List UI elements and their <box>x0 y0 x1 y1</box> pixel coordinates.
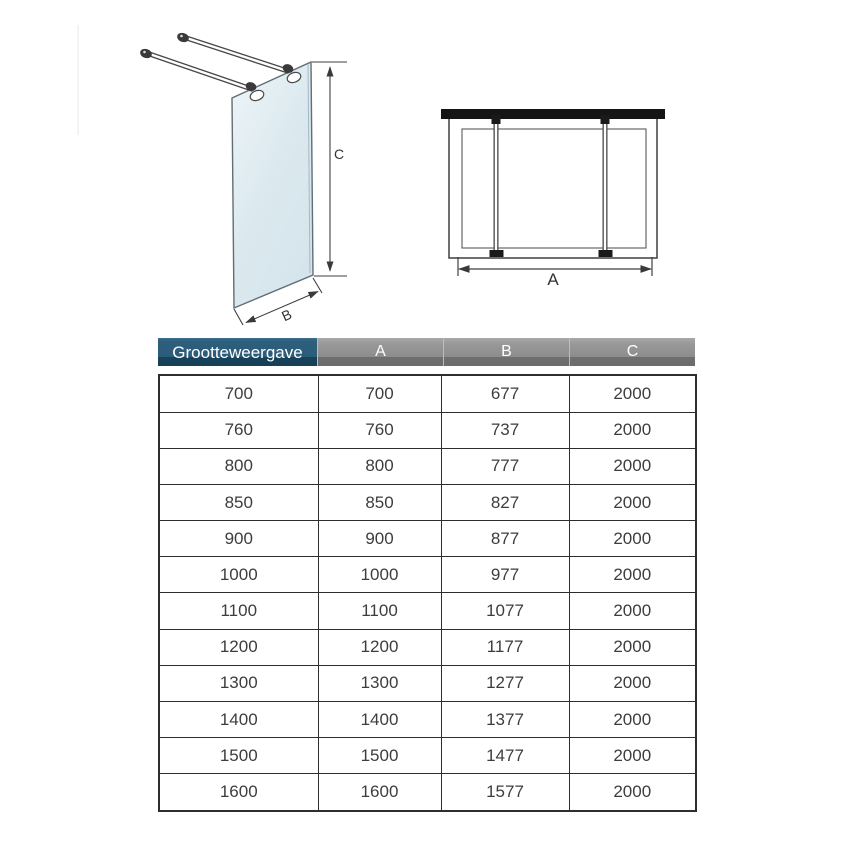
table-row <box>159 774 696 811</box>
table-cell: 977 <box>441 557 569 593</box>
table-cell: 1200 <box>318 629 441 665</box>
table-cell: 2000 <box>569 629 696 665</box>
table-cell: 877 <box>441 521 569 557</box>
table-cell: 2000 <box>569 738 696 774</box>
table-row <box>159 521 696 557</box>
table-row <box>159 557 696 593</box>
header-cell-c: C <box>569 338 695 366</box>
table-row <box>159 484 696 520</box>
table-cell: 737 <box>441 412 569 448</box>
wall-bracket-icon <box>139 47 153 59</box>
table-cell: 1200 <box>159 629 318 665</box>
size-table-body <box>159 375 696 811</box>
table-cell: 1500 <box>318 738 441 774</box>
table-cell: 2000 <box>569 665 696 701</box>
table-cell: 2000 <box>569 593 696 629</box>
table-cell: 1100 <box>318 593 441 629</box>
table-cell: 800 <box>318 448 441 484</box>
table-row <box>159 665 696 701</box>
table-cell: 800 <box>159 448 318 484</box>
side-view-diagram <box>139 31 347 325</box>
table-cell: 777 <box>441 448 569 484</box>
table-cell: 1000 <box>318 557 441 593</box>
top-view-diagram <box>441 109 665 289</box>
header-cell-grootteweergave: Grootteweergave <box>158 338 317 366</box>
table-cell: 1500 <box>159 738 318 774</box>
wall-bracket-highlight <box>143 51 146 54</box>
table-cell: 760 <box>159 412 318 448</box>
size-table-header <box>158 338 695 366</box>
table-cell: 2000 <box>569 448 696 484</box>
glass-panel <box>232 62 313 308</box>
extension-line <box>234 309 243 325</box>
table-cell: 700 <box>159 375 318 412</box>
table-cell: 760 <box>318 412 441 448</box>
dim-label-c: C <box>333 146 345 162</box>
table-cell: 1300 <box>159 665 318 701</box>
table-cell: 850 <box>159 484 318 520</box>
table-cell: 1000 <box>159 557 318 593</box>
table-cell: 900 <box>159 521 318 557</box>
wall-bracket-icon <box>176 31 190 43</box>
table-cell: 1600 <box>159 774 318 811</box>
table-cell: 2000 <box>569 375 696 412</box>
table-cell: 1400 <box>318 702 441 738</box>
table-cell: 677 <box>441 375 569 412</box>
tube-foot-bracket-icon <box>599 250 613 257</box>
table-row <box>159 375 696 412</box>
table-cell: 827 <box>441 484 569 520</box>
table-cell: 1077 <box>441 593 569 629</box>
table-row <box>159 412 696 448</box>
wall-profile-bar <box>441 109 665 119</box>
extension-line <box>313 278 322 293</box>
table-row <box>159 593 696 629</box>
table-cell: 2000 <box>569 774 696 811</box>
table-row <box>159 738 696 774</box>
table-cell: 1400 <box>159 702 318 738</box>
table-cell: 1577 <box>441 774 569 811</box>
table-row <box>159 448 696 484</box>
table-row <box>159 702 696 738</box>
table-cell: 850 <box>318 484 441 520</box>
tube-top-bracket-icon <box>492 115 501 124</box>
table-cell: 1300 <box>318 665 441 701</box>
table-cell: 2000 <box>569 557 696 593</box>
technical-drawings <box>0 0 848 335</box>
wall-bracket-highlight <box>180 35 183 38</box>
table-cell: 2000 <box>569 521 696 557</box>
table-cell: 1600 <box>318 774 441 811</box>
table-cell: 2000 <box>569 412 696 448</box>
dim-label-b: B <box>279 305 295 325</box>
tube-top-bracket-icon <box>601 115 610 124</box>
tube-foot-bracket-icon <box>490 250 504 257</box>
header-cell-b: B <box>443 338 569 366</box>
table-cell: 1100 <box>159 593 318 629</box>
table-cell: 1377 <box>441 702 569 738</box>
size-table <box>158 374 697 812</box>
table-cell: 2000 <box>569 484 696 520</box>
table-row <box>159 629 696 665</box>
header-cell-a: A <box>317 338 443 366</box>
table-cell: 700 <box>318 375 441 412</box>
panel-outline <box>449 118 657 258</box>
table-cell: 2000 <box>569 702 696 738</box>
table-cell: 900 <box>318 521 441 557</box>
table-cell: 1177 <box>441 629 569 665</box>
table-cell: 1277 <box>441 665 569 701</box>
dim-label-a: A <box>547 270 559 289</box>
dimension-c <box>312 62 347 276</box>
table-cell: 1477 <box>441 738 569 774</box>
